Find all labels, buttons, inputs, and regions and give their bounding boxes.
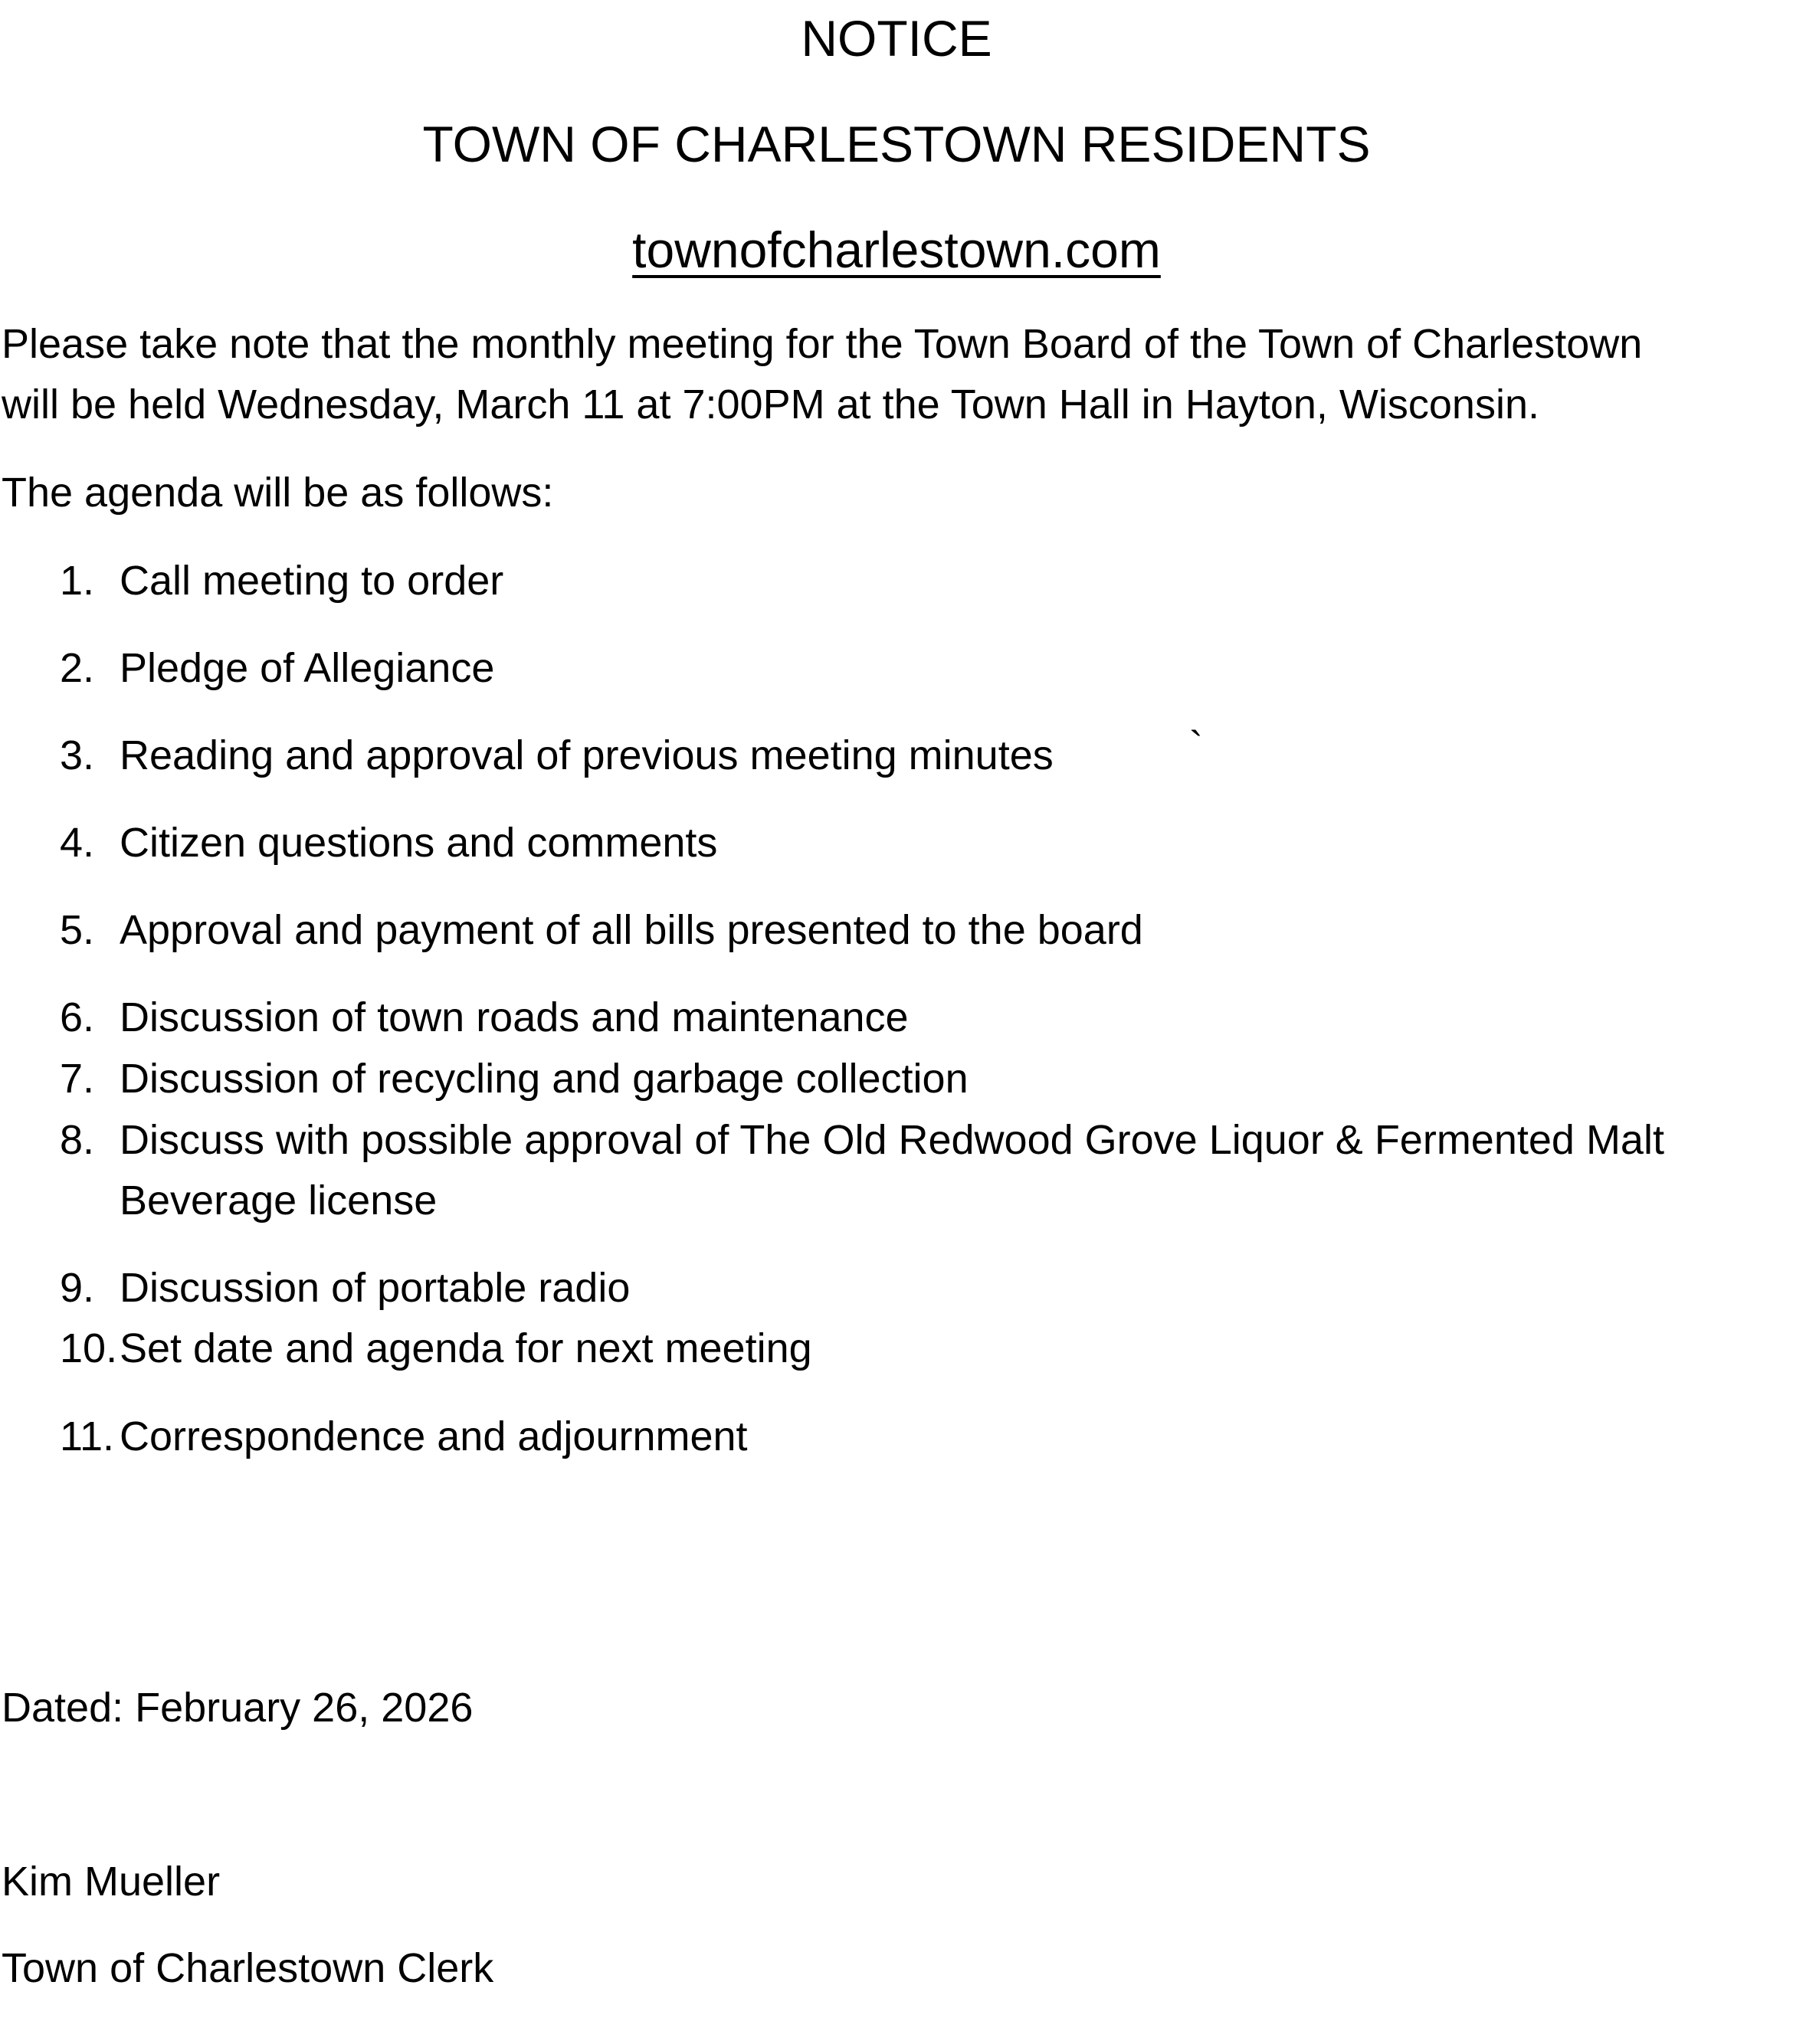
stray-mark: ` — [1189, 723, 1203, 769]
agenda-item-number: 9. — [60, 1265, 95, 1311]
agenda-item-number: 7. — [60, 1056, 95, 1102]
meeting-announcement — [2, 314, 1779, 435]
website-link[interactable]: townofcharlestown.com — [632, 221, 1161, 278]
agenda-item-number: 6. — [60, 994, 95, 1040]
agenda-item-text: Citizen questions and comments — [120, 820, 718, 866]
agenda-item-number: 3. — [60, 732, 95, 778]
agenda-item-number: 10. — [60, 1325, 118, 1371]
agenda-item-text: Pledge of Allegiance — [120, 645, 495, 691]
notice-subtitle: TOWN OF CHARLESTOWN RESIDENTS — [422, 116, 1371, 172]
signer-name: Kim Mueller — [2, 1859, 221, 1905]
announcement-line-1: Please take note that the monthly meeting for the Town Board of the Town of Charlestown — [2, 321, 1643, 367]
agenda-item-number: 2. — [60, 645, 95, 691]
agenda-item-text: Reading and approval of previous meeting minutes — [120, 732, 1054, 778]
agenda-item-number: 11. — [60, 1413, 115, 1459]
agenda-item-number: 5. — [60, 907, 95, 953]
notice-date: Dated: February 26, 2026 — [2, 1685, 474, 1731]
agenda-item-text: Approval and payment of all bills presented to the board — [120, 907, 1143, 953]
announcement-line-2: will be held Wednesday, March 11 at 7:00PM at the Town Hall in Hayton, Wisconsin. — [2, 382, 1539, 427]
agenda-item-number: 4. — [60, 820, 95, 866]
agenda-item-text: Correspondence and adjournment — [120, 1413, 748, 1459]
agenda-item-text: Discussion of portable radio — [120, 1265, 631, 1311]
notice-title: NOTICE — [801, 10, 992, 67]
agenda-item-number: 8. — [60, 1117, 95, 1163]
agenda-item-text: Discussion of recycling and garbage collection — [120, 1056, 969, 1102]
agenda-item-text: Discussion of town roads and maintenance — [120, 994, 909, 1040]
agenda-item-number: 1. — [60, 558, 95, 604]
agenda-item-text: Set date and agenda for next meeting — [120, 1325, 812, 1371]
agenda-item-text: Call meeting to order — [120, 558, 504, 604]
signer-title: Town of Charlestown Clerk — [2, 1945, 494, 1991]
agenda-item-text: Discuss with possible approval of The Old Redwood Grove Liquor & Fermented Malt Beverage license — [120, 1117, 1664, 1223]
agenda-intro: The agenda will be as follows: — [2, 470, 554, 516]
